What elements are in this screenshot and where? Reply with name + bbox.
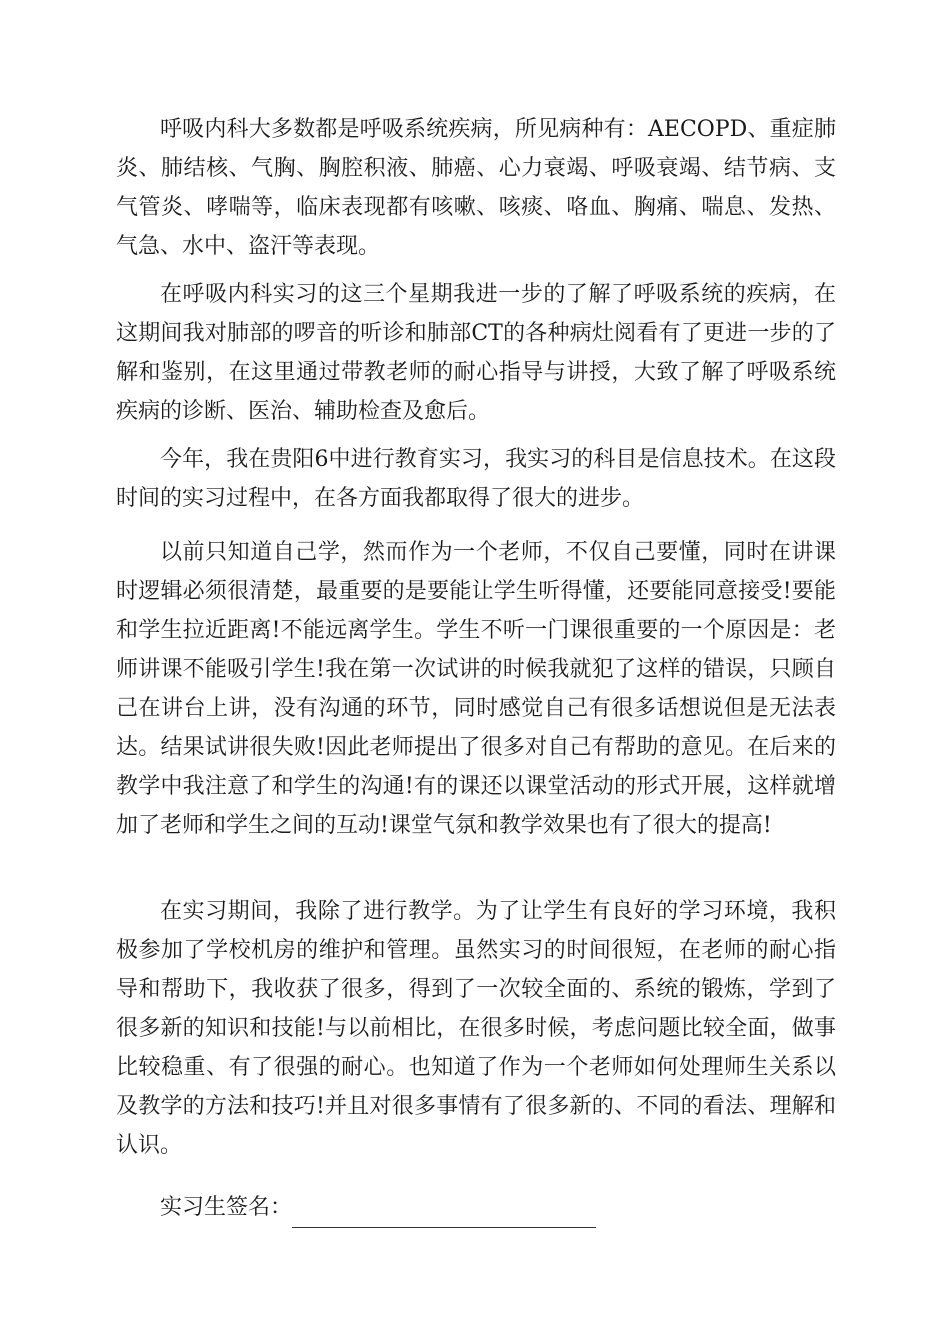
paragraph-2	[116, 275, 836, 431]
paragraph-text: 呼吸内科大多数都是呼吸系统疾病，所见病种有：AECOPD、重症肺炎、肺结核、气胸、胸腔积液、肺癌、心力衰竭、呼吸衰竭、结节病、支气管炎、哮喘等，临床表现都有咳嗽、咳痰、咯血、胸痛、喘息、发热、气急、水中、盗汗等表现。	[116, 117, 836, 259]
paragraph-3	[116, 440, 836, 518]
paragraph-text: 今年，我在贵阳6中进行教育实习，我实习的科目是信息技术。在这段时间的实习过程中，在各方面我都取得了很大的进步。	[116, 447, 836, 511]
paragraph-1	[116, 110, 836, 266]
paragraph-5	[116, 892, 836, 1165]
paragraph-text: 在呼吸内科实习的这三个星期我进一步的了解了呼吸系统的疾病，在这期间我对肺部的啰音的听诊和肺部CT的各种病灶阅看有了更进一步的了解和鉴别，在这里通过带教老师的耐心指导与讲授，大致了解了呼吸系统疾病的诊断、医治、辅助检查及愈后。	[116, 282, 836, 424]
signature-blank-line[interactable]	[292, 1201, 596, 1228]
paragraph-text: 以前只知道自己学，然而作为一个老师，不仅自己要懂，同时在讲课时逻辑必须很清楚，最重要的是要能让学生听得懂，还要能同意接受!要能和学生拉近距离!不能远离学生。学生不听一门课很重要的一个原因是：老师讲课不能吸引学生!我在第一次试讲的时候我就犯了这样的错误，只顾自己在讲台上讲，没有沟通的环节，同时感觉自己有很多话想说但是无法表达。结果试讲很失败!因此老师提出了很多对自己有帮助的意见。在后来的教学中我注意了和学生的沟通!有的课还以课堂活动的形式开展，这样就增加了老师和学生之间的互动!课堂气氛和教学效果也有了很大的提高!	[116, 540, 836, 838]
paragraph-4	[116, 533, 836, 845]
signature-label: 实习生签名：	[160, 1195, 293, 1220]
signature-row	[160, 1188, 620, 1228]
paragraph-text: 在实习期间，我除了进行教学。为了让学生有良好的学习环境，我积极参加了学校机房的维护和管理。虽然实习的时间很短，在老师的耐心指导和帮助下，我收获了很多，得到了一次较全面的、系统的锻炼，学到了很多新的知识和技能!与以前相比，在很多时候，考虑问题比较全面，做事比较稳重、有了很强的耐心。也知道了作为一个老师如何处理师生关系以及教学的方法和技巧!并且对很多事情有了很多新的、不同的看法、理解和认识。	[116, 899, 836, 1158]
